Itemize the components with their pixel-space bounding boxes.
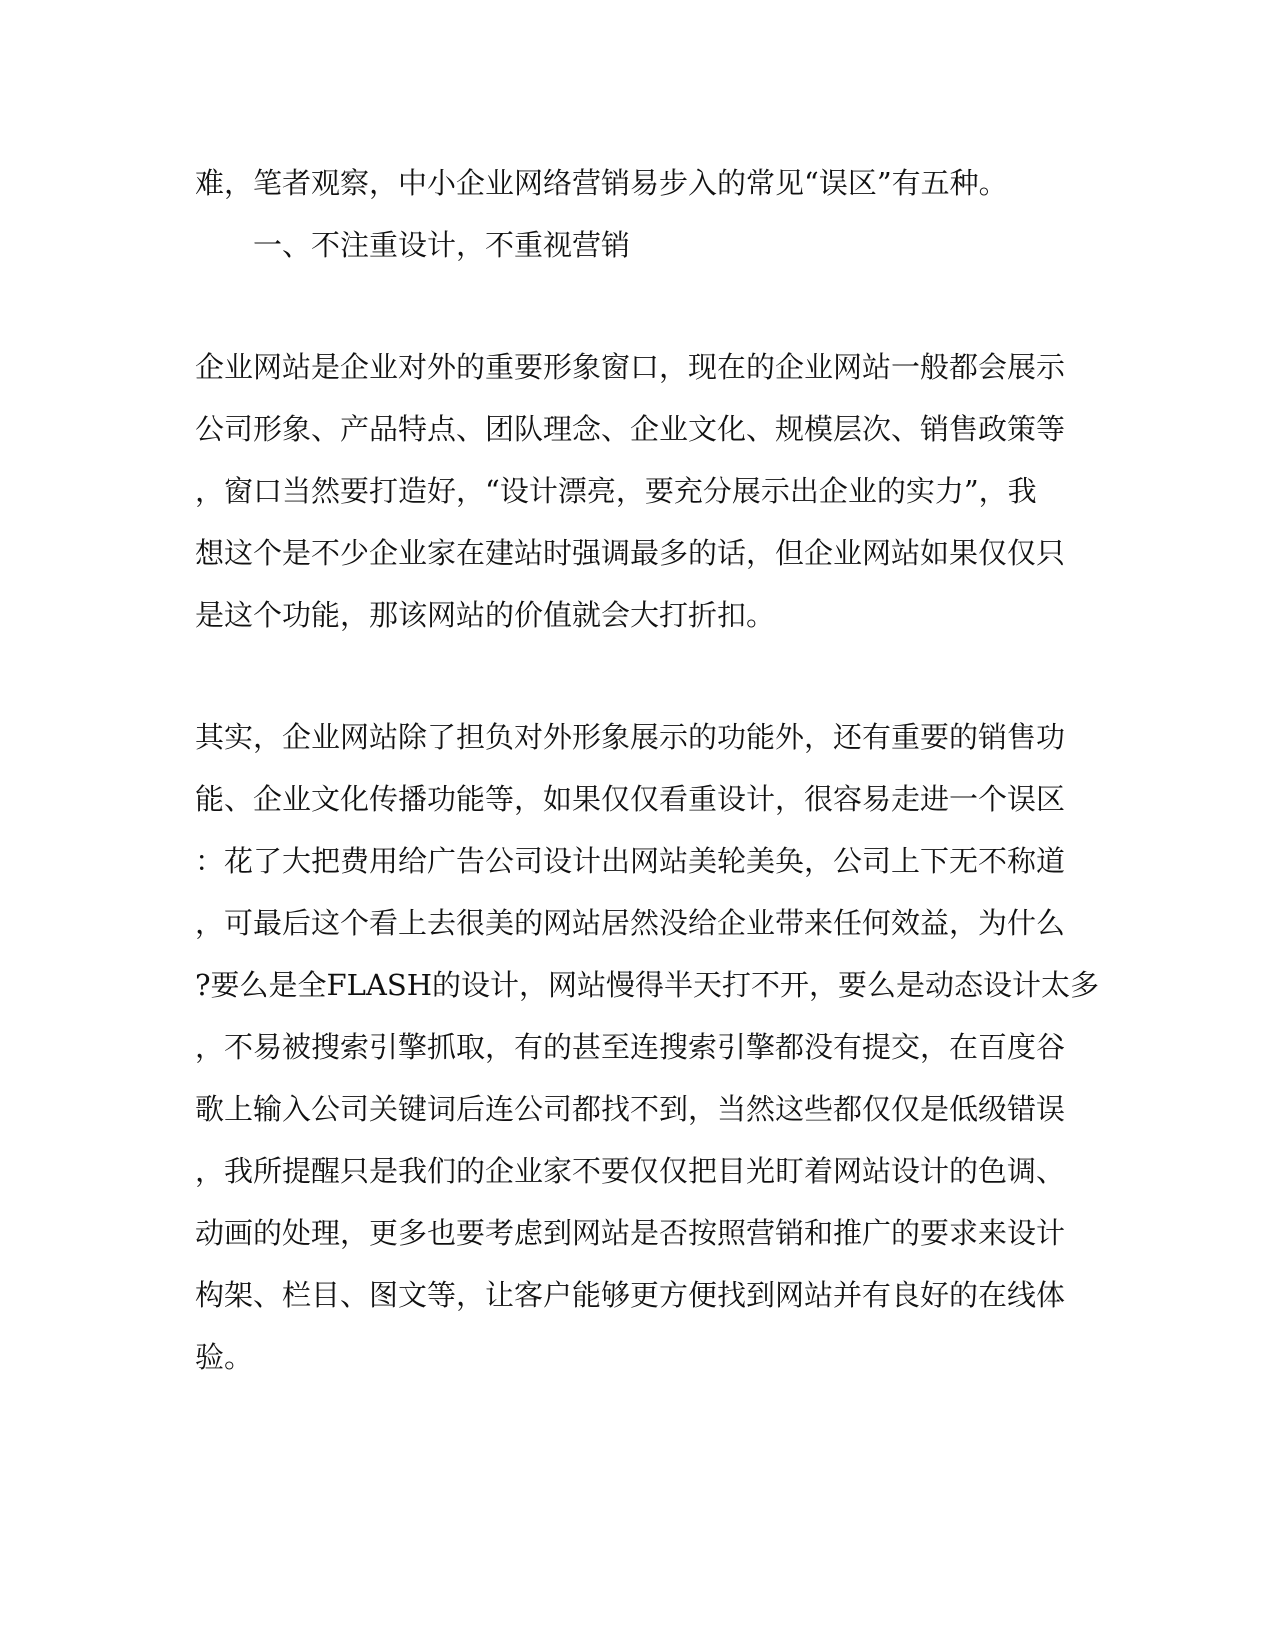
paragraph-line: ，不易被搜索引擎抓取，有的甚至连搜索引擎都没有提交，在百度谷 <box>195 1030 1066 1064</box>
paragraph-line: 能、企业文化传播功能等，如果仅仅看重设计，很容易走进一个误区 <box>195 782 1066 816</box>
paragraph-line: 企业网站是企业对外的重要形象窗口，现在的企业网站一般都会展示 <box>195 350 1066 384</box>
paragraph-line: 公司形象、产品特点、团队理念、企业文化、规模层次、销售政策等 <box>195 412 1066 446</box>
paragraph-line: 构架、栏目、图文等，让客户能够更方便找到网站并有良好的在线体 <box>195 1278 1066 1312</box>
paragraph-line: 验。 <box>195 1340 254 1374</box>
paragraph-line: ，可最后这个看上去很美的网站居然没给企业带来任何效益，为什么 <box>195 906 1066 940</box>
paragraph-line: ，窗口当然要打造好，“设计漂亮，要充分展示出企业的实力”，我 <box>195 474 1037 508</box>
section-heading: 一、不注重设计，不重视营销 <box>253 228 631 262</box>
intro-line: 难，笔者观察，中小企业网络营销易步入的常见“误区”有五种。 <box>195 166 1008 200</box>
paragraph-line: ，我所提醒只是我们的企业家不要仅仅把目光盯着网站设计的色调、 <box>195 1154 1066 1188</box>
paragraph-line: ：花了大把费用给广告公司设计出网站美轮美奂，公司上下无不称道 <box>195 844 1066 878</box>
paragraph-line: 其实，企业网站除了担负对外形象展示的功能外，还有重要的销售功 <box>195 720 1066 754</box>
paragraph-line: 是这个功能，那该网站的价值就会大打折扣。 <box>195 598 776 632</box>
paragraph-line: ?要么是全FLASH的设计，网站慢得半天打不开，要么是动态设计太多 <box>195 968 1100 1002</box>
paragraph-line: 想这个是不少企业家在建站时强调最多的话，但企业网站如果仅仅只 <box>195 536 1066 570</box>
paragraph-line: 歌上输入公司关键词后连公司都找不到，当然这些都仅仅是低级错误 <box>195 1092 1066 1126</box>
paragraph-line: 动画的处理，更多也要考虑到网站是否按照营销和推广的要求来设计 <box>195 1216 1066 1250</box>
